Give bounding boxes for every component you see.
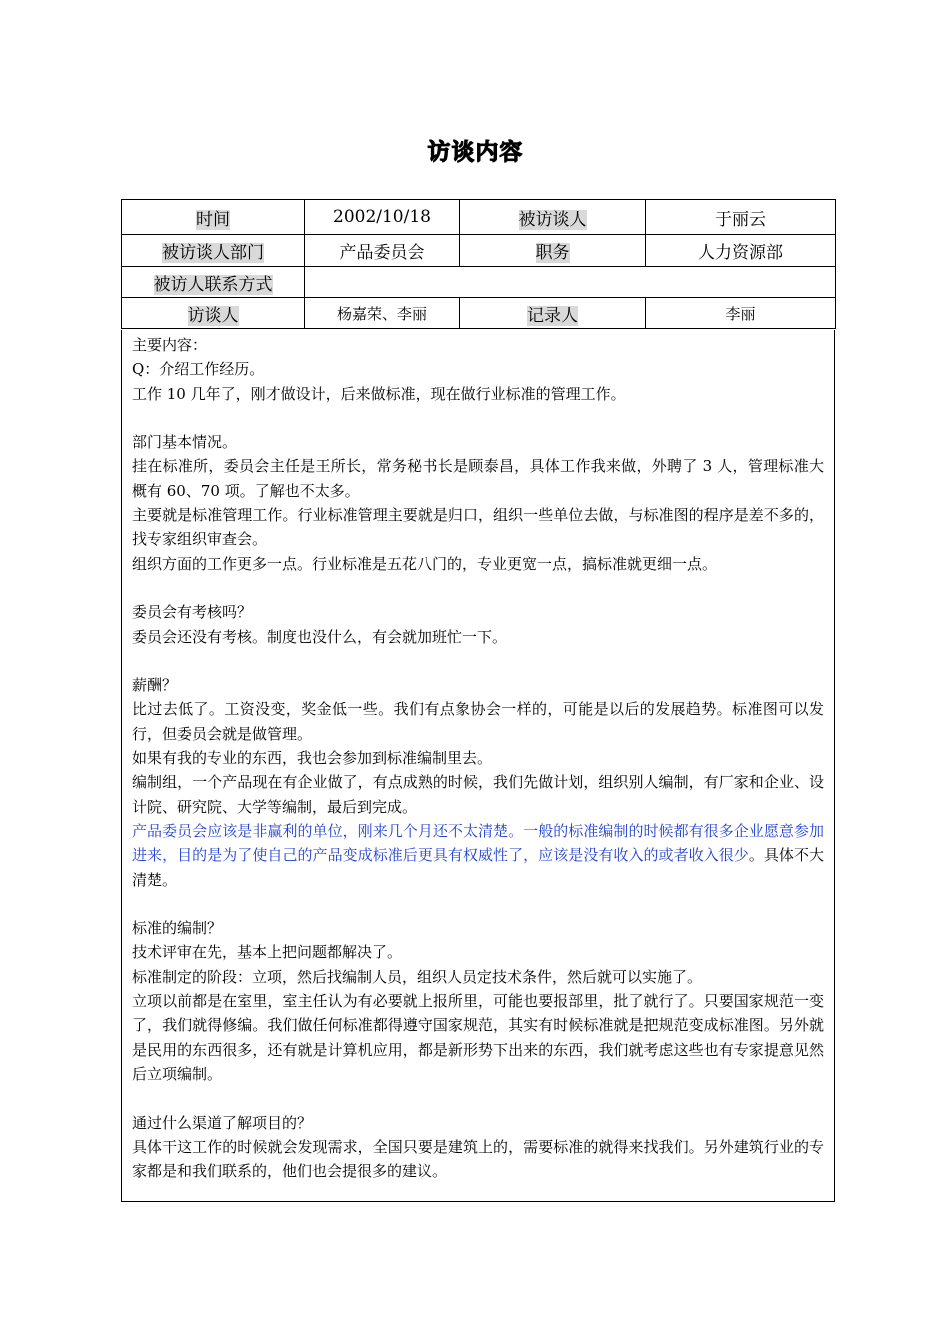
dept-value: 产品委员会 [305,235,460,267]
blank-line [132,1086,824,1110]
position-label-cell [460,235,646,267]
paragraph: 挂在标准所，委员会主任是王所长，常务秘书长是顾泰昌，具体工作我来做，外聘了 3 人，管理标准大概有 60、70 项。了解也不太多。 [132,457,824,500]
paragraph: 通过什么渠道了解项目的？ [132,1113,313,1132]
paragraph: 委员会还没有考核。制度也没什么，有会就加班忙一下。 [132,627,508,646]
paragraph: 薪酬？ [132,676,178,695]
highlighted-text: 产品委员会应该是非赢利的单位，刚来几个月还不太清楚。一般的标准编制的时候都有很多企业愿意参加进来，目的是为了使自己的产品变成标准后更具有权威性了，应该是没有收入的或者收入很少 [132,821,824,865]
dept-label-cell [122,235,305,267]
blank-line [132,892,824,916]
content-heading: 主要内容： [132,336,208,354]
blank-line [132,576,824,600]
paragraph: 编制组，一个产品现在有企业做了，有点成熟的时候，我们先做计划，组织别人编制，有厂家和企业、设计院、研究院、大学等编制，最后到完成。 [132,773,824,816]
paragraph: 标准制定的阶段：立项，然后找编制人员，组织人员定技术条件，然后就可以实施了。 [132,967,703,986]
recorder-label-cell [460,298,646,329]
interview-content-box [121,330,835,1202]
paragraph: 立项以前都是在室里，室主任认为有必要就上报所里，可能也要报部里，批了就行了。只要国家规范一变了，我们就得修编。我们做任何标准都得遵守国家规范，其实有时候标准就是把规范变成标准图。另外就是民用的东西很多，还有就是计算机应用，都是新形势下出来的东西，我们就考虑这些也有专家提意见然后立项编制。 [132,992,824,1083]
paragraph: 部门基本情况。 [132,433,238,452]
paragraph [132,819,824,892]
paragraph: 技术评审在先，基本上把问题都解决了。 [132,943,403,962]
paragraph: 工作 10 几年了，刚才做设计，后来做标准，现在做行业标准的管理工作。 [132,384,626,403]
contact-value [305,267,836,298]
paragraph: Q：介绍工作经历。 [132,360,265,379]
paragraph: 比过去低了。工资没变，奖金低一些。我们有点象协会一样的，可能是以后的发展趋势。标准图可以发行，但委员会就是做管理。 [132,700,824,743]
interviewer-label-cell [122,298,305,329]
blank-line [132,649,824,673]
time-label: 时间 [196,209,230,230]
interviewee-label: 被访谈人 [518,209,587,230]
interviewee-value: 于丽云 [646,200,836,235]
table-row [122,298,836,329]
position-label: 职务 [535,243,570,263]
paragraph-rest: 。具体不大清楚。 [132,846,824,889]
contact-label: 被访人联系方式 [153,274,273,295]
paragraph: 标准的编制？ [132,919,223,938]
paragraph: 组织方面的工作更多一点。行业标准是五花八门的，专业更宽一点，搞标准就更细一点。 [132,554,718,573]
interviewer-label: 访谈人 [187,305,239,326]
recorder-value: 李丽 [646,298,836,329]
dept-label: 被访谈人部门 [162,243,264,263]
blank-line [132,406,824,430]
time-value: 2002/10/18 [305,200,460,235]
table-row [122,267,836,298]
time-label-cell [122,200,305,235]
table-row [122,200,836,235]
paragraph: 主要就是标准管理工作。行业标准管理主要就是归口，组织一些单位去做，与标准图的程序是差不多的，找专家组织审查会。 [132,506,824,549]
interview-info-table [121,199,836,329]
table-row [122,235,836,267]
interviewer-value: 杨嘉荣、李丽 [305,298,460,329]
paragraph: 具体干这工作的时候就会发现需求，全国只要是建筑上的，需要标准的就得来找我们。另外建筑行业的专家都是和我们联系的，他们也会提很多的建议。 [132,1137,824,1181]
interviewee-label-cell [460,200,646,235]
position-value: 人力资源部 [646,235,836,267]
contact-label-cell [122,267,305,298]
paragraph: 委员会有考核吗？ [132,603,253,622]
recorder-label: 记录人 [527,305,578,326]
page-title: 访谈内容 [427,139,523,165]
paragraph: 如果有我的专业的东西，我也会参加到标准编制里去。 [132,749,493,768]
